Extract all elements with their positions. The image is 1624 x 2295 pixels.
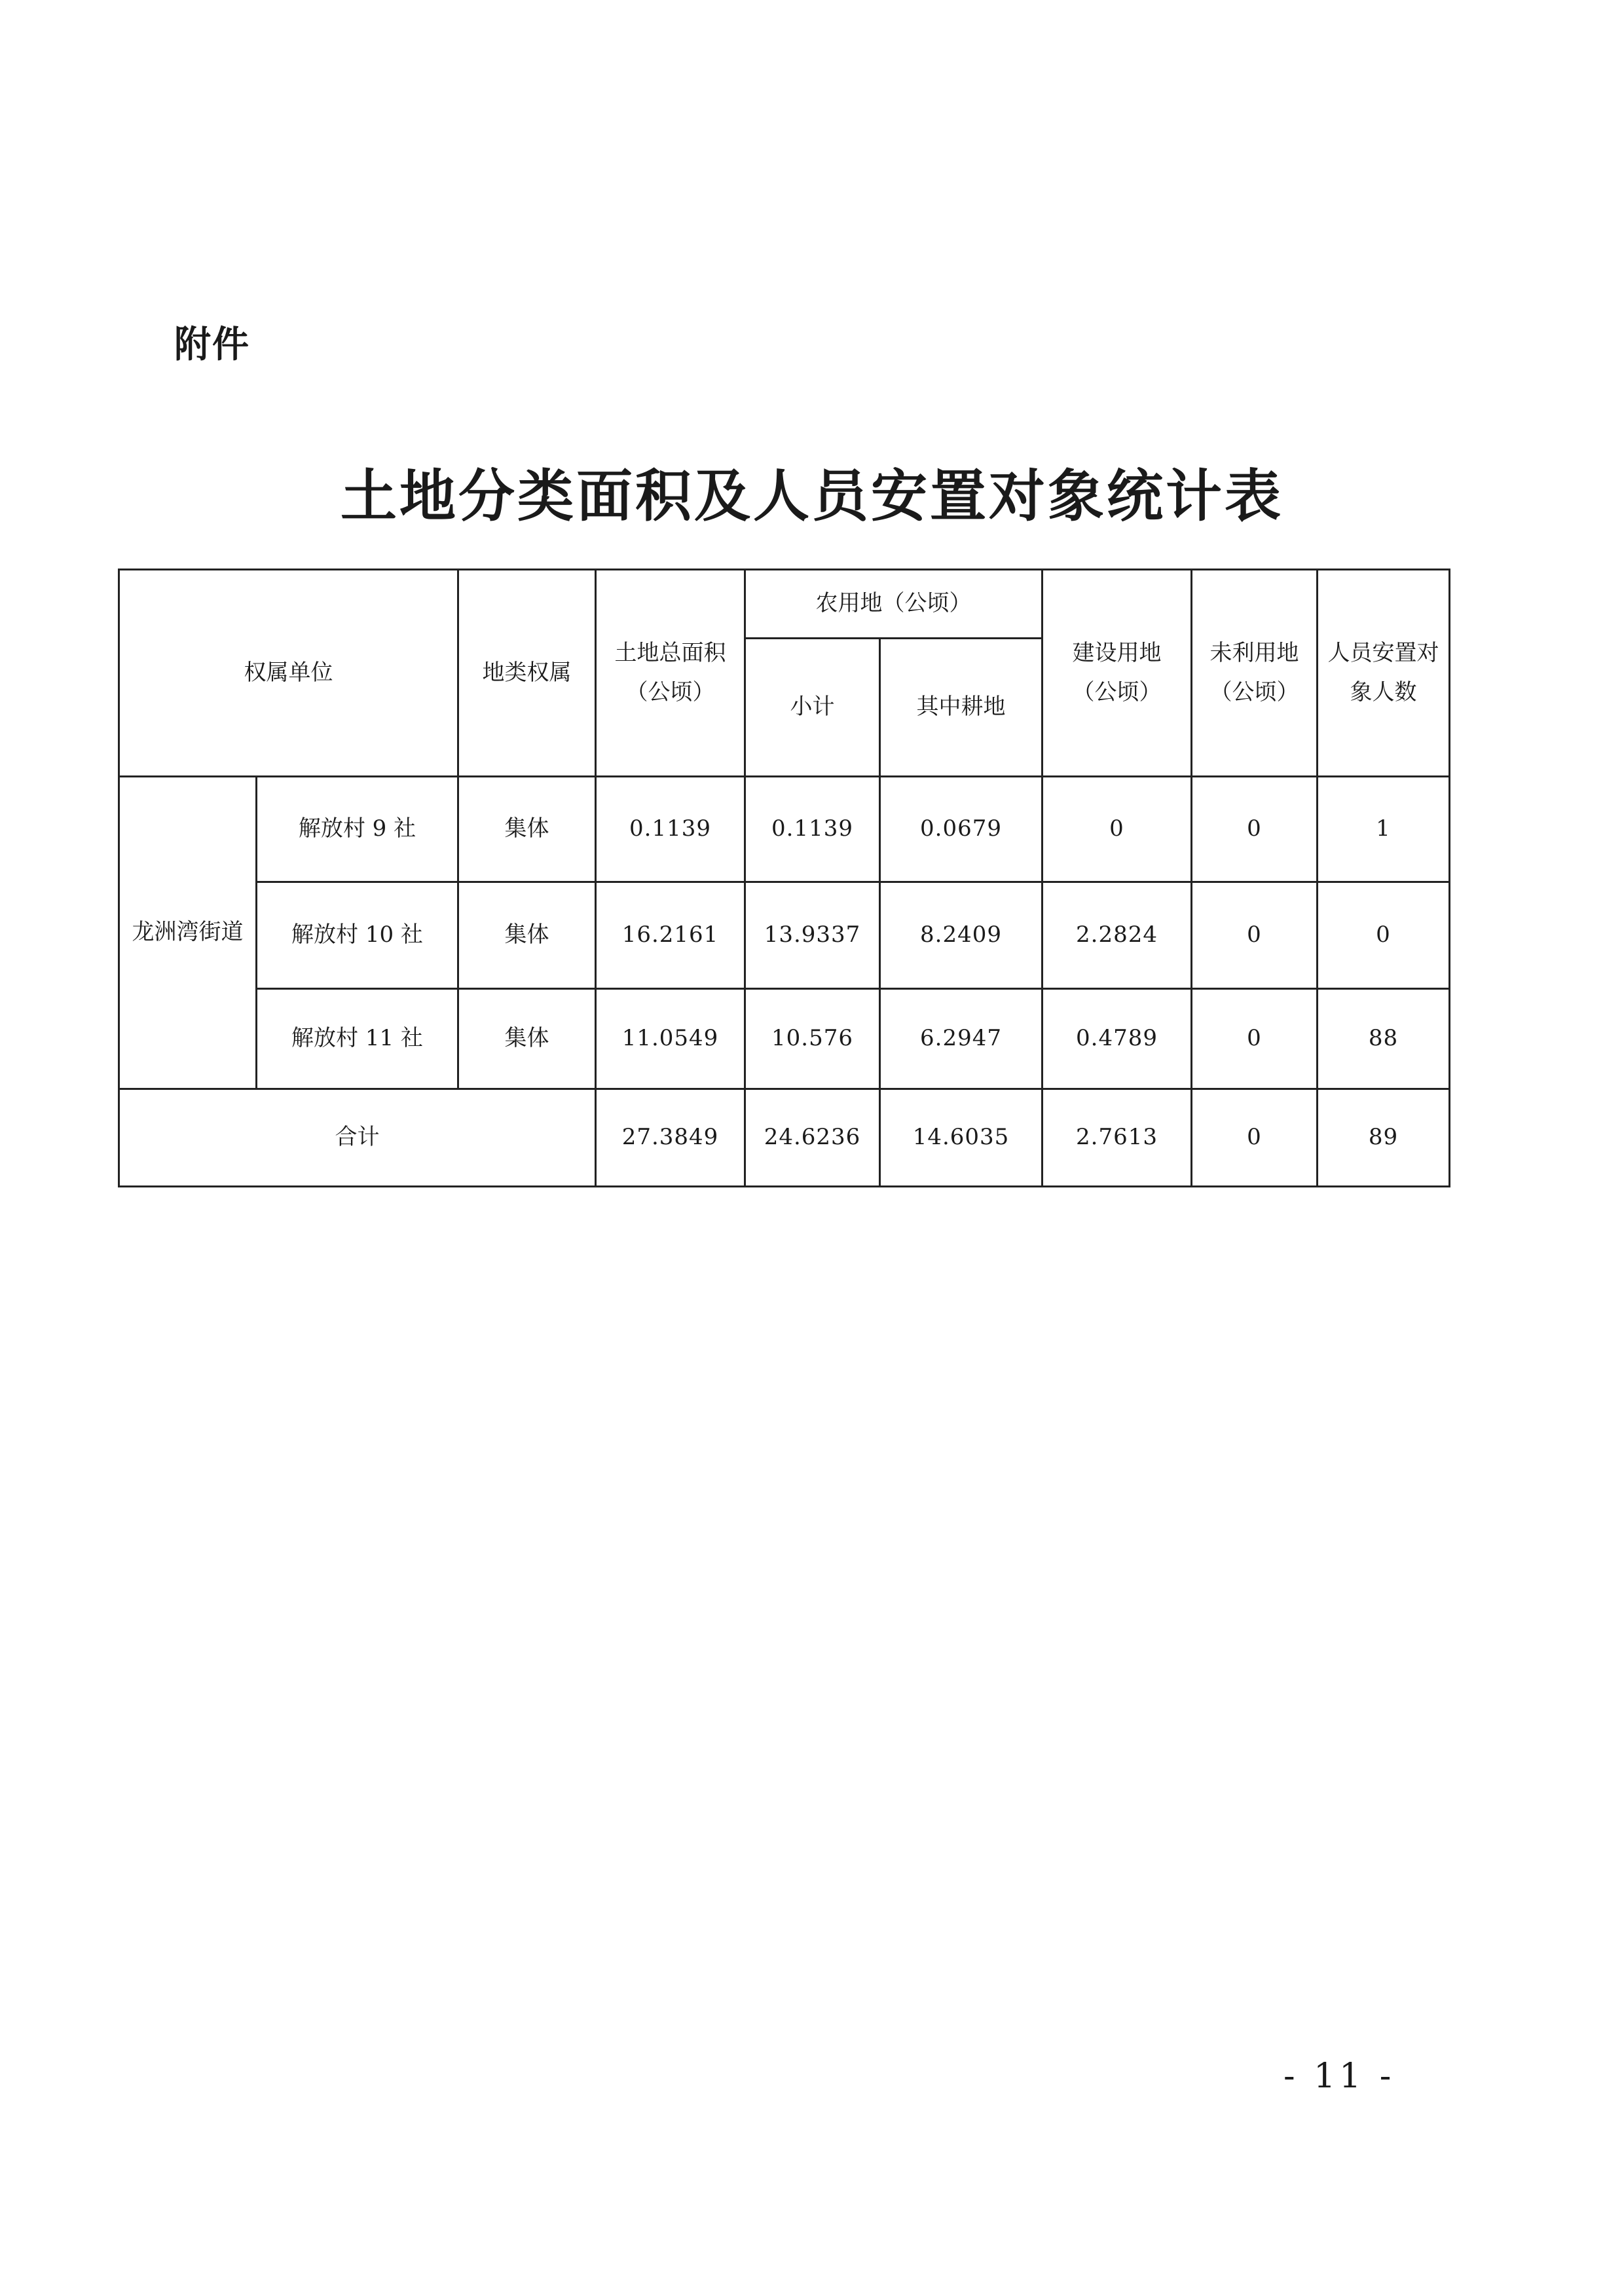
attachment-label: 附件	[174, 324, 250, 366]
cell-ownership: 集体	[458, 882, 596, 989]
cell-unit: 解放村 11 社	[257, 989, 458, 1089]
header-unused	[1192, 570, 1318, 777]
table-row	[119, 989, 1450, 1089]
header-land-ownership: 地类权属	[458, 570, 596, 777]
cell-total-area: 16.2161	[596, 882, 745, 989]
header-agri-subtotal: 小计	[745, 639, 880, 777]
cell-cultivated: 8.2409	[880, 882, 1043, 989]
header-persons-line2: 象人数	[1350, 679, 1417, 705]
cell-unit: 解放村 9 社	[257, 777, 458, 882]
total-label: 合计	[119, 1089, 596, 1187]
cell-agri-subtotal: 10.576	[745, 989, 880, 1089]
header-agri-land: 农用地（公顷）	[745, 570, 1043, 639]
land-statistics-table	[118, 569, 1450, 1187]
header-persons-line1: 人员安置对	[1327, 640, 1439, 666]
cell-unused: 0	[1192, 882, 1318, 989]
total-agri-subtotal: 24.6236	[745, 1089, 880, 1187]
total-cultivated: 14.6035	[880, 1089, 1043, 1187]
total-total-area: 27.3849	[596, 1089, 745, 1187]
cell-total-area: 0.1139	[596, 777, 745, 882]
header-total-area-line1: 土地总面积	[614, 640, 726, 666]
cell-construction: 0.4789	[1043, 989, 1192, 1089]
header-construction-line1: 建设用地	[1072, 640, 1162, 666]
page-number: - 11 -	[1283, 2057, 1395, 2096]
header-unused-line2: （公顷）	[1209, 679, 1299, 705]
header-total-area	[596, 570, 745, 777]
cell-ownership: 集体	[458, 989, 596, 1089]
header-row-1	[119, 570, 1450, 639]
header-construction	[1043, 570, 1192, 777]
cell-construction: 2.2824	[1043, 882, 1192, 989]
table-row	[119, 777, 1450, 882]
header-construction-line2: （公顷）	[1072, 679, 1162, 705]
cell-unused: 0	[1192, 989, 1318, 1089]
header-total-area-line2: （公顷）	[625, 679, 715, 705]
cell-construction: 0	[1043, 777, 1192, 882]
header-persons	[1318, 570, 1450, 777]
header-owner-unit: 权属单位	[119, 570, 458, 777]
total-persons: 89	[1318, 1089, 1450, 1187]
cell-cultivated: 0.0679	[880, 777, 1043, 882]
cell-unused: 0	[1192, 777, 1318, 882]
total-row	[119, 1089, 1450, 1187]
document-title: 土地分类面积及人员安置对象统计表	[341, 463, 1283, 529]
total-unused: 0	[1192, 1089, 1318, 1187]
cell-cultivated: 6.2947	[880, 989, 1043, 1089]
cell-agri-subtotal: 0.1139	[745, 777, 880, 882]
table-row	[119, 882, 1450, 989]
cell-persons: 88	[1318, 989, 1450, 1089]
cell-agri-subtotal: 13.9337	[745, 882, 880, 989]
cell-total-area: 11.0549	[596, 989, 745, 1089]
cell-unit: 解放村 10 社	[257, 882, 458, 989]
header-cultivated: 其中耕地	[880, 639, 1043, 777]
header-unused-line1: 未利用地	[1209, 640, 1299, 666]
total-construction: 2.7613	[1043, 1089, 1192, 1187]
street-name: 龙洲湾街道	[119, 777, 257, 1089]
cell-persons: 1	[1318, 777, 1450, 882]
cell-ownership: 集体	[458, 777, 596, 882]
cell-persons: 0	[1318, 882, 1450, 989]
